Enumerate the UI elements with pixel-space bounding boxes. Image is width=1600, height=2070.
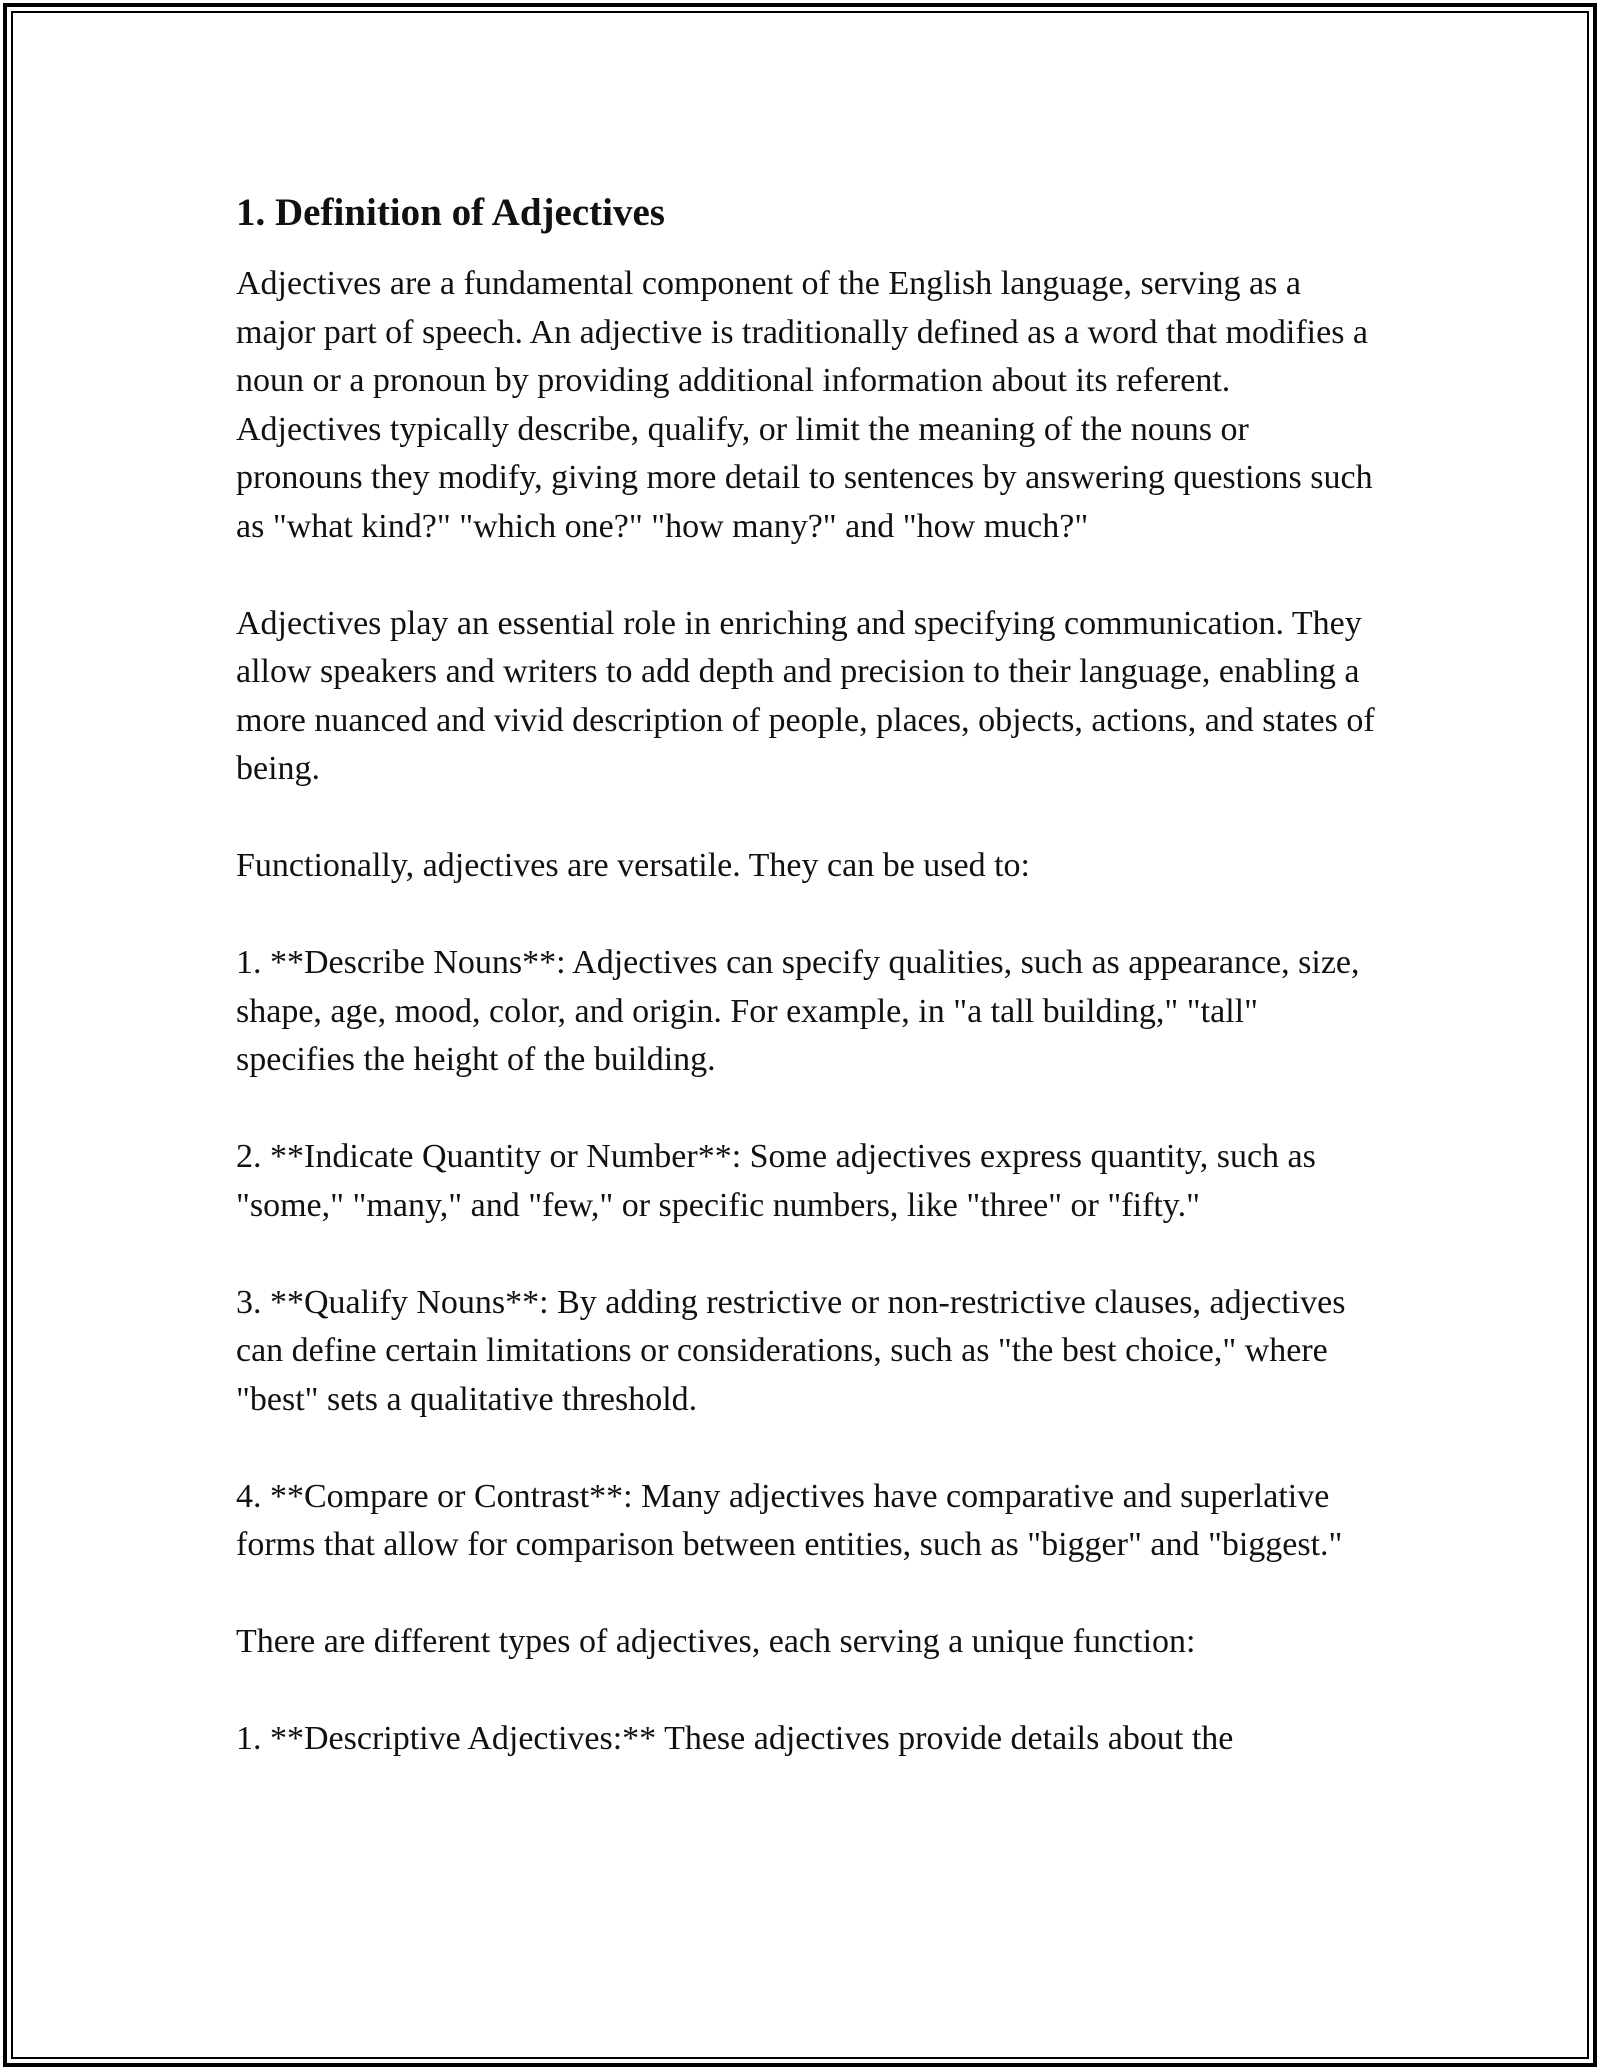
section-heading: 1. Definition of Adjectives [236,191,665,234]
document-body [236,188,1376,1812]
list-item-compare-contrast: 4. **Compare or Contrast**: Many adjectives have comparative and superlative forms that allow for comparison between entities, such as "bigger" and "biggest." [236,1477,1343,1563]
paragraph-definition: Adjectives are a fundamental component of the English language, serving as a major part of speech. An adjective is traditionally defined as a word that modifies a noun or a pronoun by providing additional information about its referent. Adjectives typically describe, qualify, or limit the meaning of the nouns or pronouns they modify, giving more detail to sentences by answering questions such as "what kind?" "which one?" "how many?" and "how much?" [236,265,1373,545]
paragraph-functions-intro: Functionally, adjectives are versatile. They can be used to: [236,847,1031,884]
list-item-descriptive-adjectives: 1. **Descriptive Adjectives:** These adjectives provide details about the [236,1720,1234,1757]
list-item-describe-nouns: 1. **Describe Nouns**: Adjectives can specify qualities, such as appearance, size, shape, age, mood, color, and origin. For example, in "a tall building," "tall" specifies the height of the building. [236,944,1360,1078]
paragraph-types-intro: There are different types of adjectives, each serving a unique function: [236,1623,1196,1660]
list-item-indicate-quantity: 2. **Indicate Quantity or Number**: Some adjectives express quantity, such as "some," "many," and "few," or specific numbers, like "three" or "fifty." [236,1138,1316,1224]
paragraph-role: Adjectives play an essential role in enriching and specifying communication. They allow speakers and writers to add depth and precision to their language, enabling a more nuanced and vivid description of people, places, objects, actions, and states of being. [236,604,1375,787]
list-item-qualify-nouns: 3. **Qualify Nouns**: By adding restrictive or non-restrictive clauses, adjectives can define certain limitations or considerations, such as "the best choice," where "best" sets a qualitative threshold. [236,1283,1346,1418]
